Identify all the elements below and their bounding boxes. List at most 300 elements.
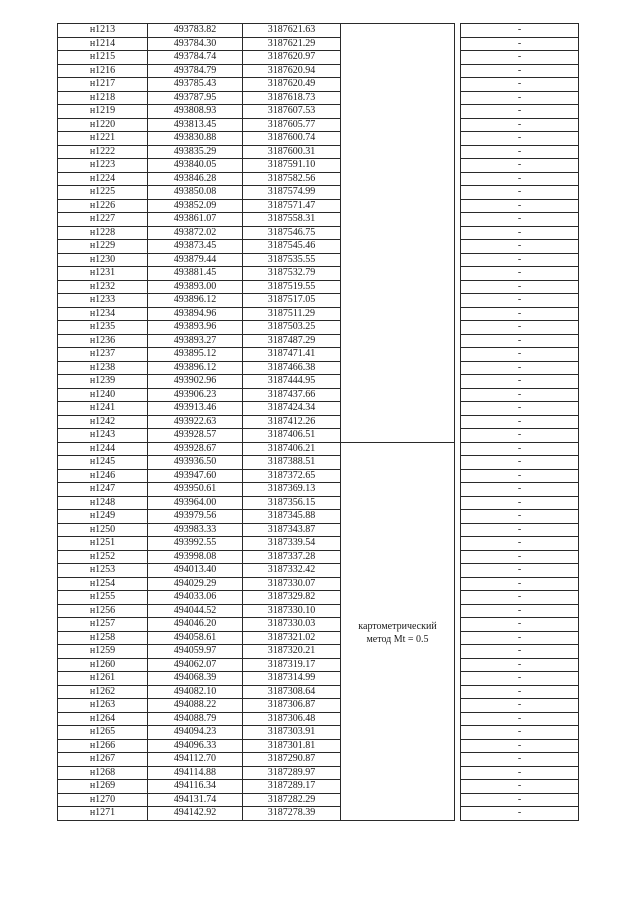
y-coordinate-cell: 3187339.54 [243, 537, 341, 551]
y-coordinate-cell: 3187406.21 [243, 442, 341, 456]
x-coordinate-cell: 493896.12 [148, 361, 243, 375]
x-coordinate-cell: 494058.61 [148, 631, 243, 645]
x-coordinate-cell: 494044.52 [148, 604, 243, 618]
method-cell [341, 442, 455, 456]
table-row [58, 753, 579, 767]
table-row [58, 199, 579, 213]
value-cell: - [461, 24, 579, 38]
value-cell: - [461, 699, 579, 713]
method-cell [341, 199, 455, 213]
table-row [58, 24, 579, 38]
table-row [58, 186, 579, 200]
value-cell: - [461, 280, 579, 294]
y-coordinate-cell: 3187605.77 [243, 118, 341, 132]
point-id-cell: н1243 [58, 429, 148, 443]
table-row [58, 294, 579, 308]
y-coordinate-cell: 3187330.03 [243, 618, 341, 632]
y-coordinate-cell: 3187607.53 [243, 105, 341, 119]
y-coordinate-cell: 3187388.51 [243, 456, 341, 470]
table-row [58, 685, 579, 699]
y-coordinate-cell: 3187332.42 [243, 564, 341, 578]
table-row [58, 645, 579, 659]
point-id-cell: н1258 [58, 631, 148, 645]
y-coordinate-cell: 3187278.39 [243, 807, 341, 821]
method-cell [341, 753, 455, 767]
y-coordinate-cell: 3187591.10 [243, 159, 341, 173]
value-cell: - [461, 159, 579, 173]
value-cell: - [461, 253, 579, 267]
method-cell [341, 429, 455, 443]
point-id-cell: н1257 [58, 618, 148, 632]
table-row [58, 618, 579, 632]
table-row [58, 361, 579, 375]
value-cell: - [461, 442, 579, 456]
x-coordinate-cell: 493785.43 [148, 78, 243, 92]
table-row [58, 348, 579, 362]
method-cell [341, 699, 455, 713]
value-cell: - [461, 37, 579, 51]
table-row [58, 672, 579, 686]
y-coordinate-cell: 3187306.87 [243, 699, 341, 713]
method-cell [341, 604, 455, 618]
y-coordinate-cell: 3187319.17 [243, 658, 341, 672]
table-row [58, 51, 579, 65]
x-coordinate-cell: 494112.70 [148, 753, 243, 767]
method-cell [341, 726, 455, 740]
method-cell [341, 64, 455, 78]
y-coordinate-cell: 3187620.97 [243, 51, 341, 65]
y-coordinate-cell: 3187621.29 [243, 37, 341, 51]
x-coordinate-cell: 493922.63 [148, 415, 243, 429]
point-id-cell: н1231 [58, 267, 148, 281]
point-id-cell: н1262 [58, 685, 148, 699]
point-id-cell: н1264 [58, 712, 148, 726]
method-cell [341, 645, 455, 659]
method-label-line2: метод Mt = 0.5 [366, 634, 429, 645]
value-cell: - [461, 199, 579, 213]
y-coordinate-cell: 3187519.55 [243, 280, 341, 294]
value-cell: - [461, 793, 579, 807]
y-coordinate-cell: 3187621.63 [243, 24, 341, 38]
x-coordinate-cell: 493861.07 [148, 213, 243, 227]
point-id-cell: н1230 [58, 253, 148, 267]
point-id-cell: н1261 [58, 672, 148, 686]
x-coordinate-cell: 494088.22 [148, 699, 243, 713]
method-cell [341, 672, 455, 686]
value-cell: - [461, 51, 579, 65]
method-cell [341, 793, 455, 807]
table-row [58, 469, 579, 483]
x-coordinate-cell: 493893.27 [148, 334, 243, 348]
x-coordinate-cell: 493784.79 [148, 64, 243, 78]
method-cell [341, 37, 455, 51]
value-cell: - [461, 550, 579, 564]
x-coordinate-cell: 494013.40 [148, 564, 243, 578]
x-coordinate-cell: 494059.97 [148, 645, 243, 659]
x-coordinate-cell: 494082.10 [148, 685, 243, 699]
y-coordinate-cell: 3187571.47 [243, 199, 341, 213]
y-coordinate-cell: 3187517.05 [243, 294, 341, 308]
value-cell: - [461, 321, 579, 335]
table-row [58, 253, 579, 267]
table-row [58, 456, 579, 470]
table-row [58, 307, 579, 321]
point-id-cell: н1244 [58, 442, 148, 456]
y-coordinate-cell: 3187372.65 [243, 469, 341, 483]
y-coordinate-cell: 3187306.48 [243, 712, 341, 726]
table-row [58, 496, 579, 510]
y-coordinate-cell: 3187345.88 [243, 510, 341, 524]
table-row [58, 739, 579, 753]
y-coordinate-cell: 3187303.91 [243, 726, 341, 740]
point-id-cell: н1263 [58, 699, 148, 713]
x-coordinate-cell: 493979.56 [148, 510, 243, 524]
value-cell: - [461, 375, 579, 389]
x-coordinate-cell: 494142.92 [148, 807, 243, 821]
y-coordinate-cell: 3187289.17 [243, 780, 341, 794]
value-cell: - [461, 726, 579, 740]
x-coordinate-cell: 493928.67 [148, 442, 243, 456]
y-coordinate-cell: 3187337.28 [243, 550, 341, 564]
x-coordinate-cell: 494096.33 [148, 739, 243, 753]
value-cell: - [461, 483, 579, 497]
y-coordinate-cell: 3187582.56 [243, 172, 341, 186]
method-cell [341, 334, 455, 348]
value-cell: - [461, 753, 579, 767]
method-cell [341, 159, 455, 173]
table-row [58, 415, 579, 429]
x-coordinate-cell: 493893.96 [148, 321, 243, 335]
point-id-cell: н1256 [58, 604, 148, 618]
method-cell [341, 402, 455, 416]
value-cell: - [461, 766, 579, 780]
y-coordinate-cell: 3187503.25 [243, 321, 341, 335]
point-id-cell: н1240 [58, 388, 148, 402]
value-cell: - [461, 132, 579, 146]
table-row [58, 226, 579, 240]
x-coordinate-cell: 493902.96 [148, 375, 243, 389]
point-id-cell: н1239 [58, 375, 148, 389]
method-cell [341, 388, 455, 402]
y-coordinate-cell: 3187618.73 [243, 91, 341, 105]
method-cell [341, 280, 455, 294]
point-id-cell: н1254 [58, 577, 148, 591]
method-cell [341, 226, 455, 240]
point-id-cell: н1215 [58, 51, 148, 65]
method-cell [341, 294, 455, 308]
x-coordinate-cell: 494062.07 [148, 658, 243, 672]
y-coordinate-cell: 3187437.66 [243, 388, 341, 402]
method-cell [341, 307, 455, 321]
table-row [58, 807, 579, 821]
point-id-cell: н1223 [58, 159, 148, 173]
table-row [58, 402, 579, 416]
x-coordinate-cell: 493835.29 [148, 145, 243, 159]
x-coordinate-cell: 493936.50 [148, 456, 243, 470]
y-coordinate-cell: 3187330.07 [243, 577, 341, 591]
x-coordinate-cell: 494114.88 [148, 766, 243, 780]
y-coordinate-cell: 3187308.64 [243, 685, 341, 699]
value-cell: - [461, 510, 579, 524]
method-cell [341, 186, 455, 200]
point-id-cell: н1236 [58, 334, 148, 348]
x-coordinate-cell: 493928.57 [148, 429, 243, 443]
point-id-cell: н1245 [58, 456, 148, 470]
point-id-cell: н1259 [58, 645, 148, 659]
x-coordinate-cell: 493992.55 [148, 537, 243, 551]
method-cell [341, 213, 455, 227]
x-coordinate-cell: 493983.33 [148, 523, 243, 537]
value-cell: - [461, 537, 579, 551]
value-cell: - [461, 388, 579, 402]
table-row [58, 240, 579, 254]
y-coordinate-cell: 3187471.41 [243, 348, 341, 362]
y-coordinate-cell: 3187356.15 [243, 496, 341, 510]
value-cell: - [461, 739, 579, 753]
point-id-cell: н1233 [58, 294, 148, 308]
x-coordinate-cell: 493893.00 [148, 280, 243, 294]
method-cell [341, 240, 455, 254]
y-coordinate-cell: 3187320.21 [243, 645, 341, 659]
x-coordinate-cell: 493872.02 [148, 226, 243, 240]
value-cell: - [461, 780, 579, 794]
x-coordinate-cell: 493998.08 [148, 550, 243, 564]
table-row [58, 604, 579, 618]
y-coordinate-cell: 3187406.51 [243, 429, 341, 443]
table-row [58, 429, 579, 443]
y-coordinate-cell: 3187546.75 [243, 226, 341, 240]
method-cell [341, 253, 455, 267]
x-coordinate-cell: 494094.23 [148, 726, 243, 740]
y-coordinate-cell: 3187532.79 [243, 267, 341, 281]
y-coordinate-cell: 3187545.46 [243, 240, 341, 254]
method-cell [341, 132, 455, 146]
value-cell: - [461, 564, 579, 578]
point-id-cell: н1238 [58, 361, 148, 375]
y-coordinate-cell: 3187330.10 [243, 604, 341, 618]
x-coordinate-cell: 493873.45 [148, 240, 243, 254]
table-row [58, 483, 579, 497]
point-id-cell: н1220 [58, 118, 148, 132]
value-cell: - [461, 186, 579, 200]
method-cell [341, 550, 455, 564]
y-coordinate-cell: 3187600.31 [243, 145, 341, 159]
x-coordinate-cell: 493879.44 [148, 253, 243, 267]
method-cell [341, 537, 455, 551]
table-row [58, 172, 579, 186]
x-coordinate-cell: 494033.06 [148, 591, 243, 605]
table-row [58, 631, 579, 645]
table-row [58, 132, 579, 146]
table-row [58, 78, 579, 92]
y-coordinate-cell: 3187282.29 [243, 793, 341, 807]
point-id-cell: н1266 [58, 739, 148, 753]
y-coordinate-cell: 3187321.02 [243, 631, 341, 645]
method-cell [341, 766, 455, 780]
y-coordinate-cell: 3187329.82 [243, 591, 341, 605]
method-cell [341, 321, 455, 335]
x-coordinate-cell: 494046.20 [148, 618, 243, 632]
x-coordinate-cell: 493783.82 [148, 24, 243, 38]
x-coordinate-cell: 493896.12 [148, 294, 243, 308]
y-coordinate-cell: 3187511.29 [243, 307, 341, 321]
method-cell [341, 483, 455, 497]
method-cell [341, 780, 455, 794]
method-cell [341, 523, 455, 537]
value-cell: - [461, 91, 579, 105]
value-cell: - [461, 658, 579, 672]
x-coordinate-cell: 493784.30 [148, 37, 243, 51]
point-id-cell: н1217 [58, 78, 148, 92]
point-id-cell: н1229 [58, 240, 148, 254]
table-row [58, 64, 579, 78]
table-row [58, 591, 579, 605]
x-coordinate-cell: 493850.08 [148, 186, 243, 200]
table-row [58, 766, 579, 780]
point-id-cell: н1227 [58, 213, 148, 227]
y-coordinate-cell: 3187301.81 [243, 739, 341, 753]
value-cell: - [461, 334, 579, 348]
table-row [58, 159, 579, 173]
value-cell: - [461, 145, 579, 159]
x-coordinate-cell: 494029.29 [148, 577, 243, 591]
x-coordinate-cell: 493846.28 [148, 172, 243, 186]
table-row [58, 213, 579, 227]
method-cell [341, 456, 455, 470]
method-cell [341, 118, 455, 132]
y-coordinate-cell: 3187314.99 [243, 672, 341, 686]
table-row [58, 321, 579, 335]
table-row [58, 537, 579, 551]
value-cell: - [461, 456, 579, 470]
table-row [58, 118, 579, 132]
x-coordinate-cell: 493784.74 [148, 51, 243, 65]
x-coordinate-cell: 493808.93 [148, 105, 243, 119]
value-cell: - [461, 294, 579, 308]
method-cell [341, 591, 455, 605]
x-coordinate-cell: 493964.00 [148, 496, 243, 510]
method-cell [341, 91, 455, 105]
point-id-cell: н1235 [58, 321, 148, 335]
value-cell: - [461, 361, 579, 375]
method-cell [341, 658, 455, 672]
point-id-cell: н1265 [58, 726, 148, 740]
point-id-cell: н1260 [58, 658, 148, 672]
point-id-cell: н1214 [58, 37, 148, 51]
value-cell: - [461, 348, 579, 362]
table-row [58, 145, 579, 159]
method-cell [341, 685, 455, 699]
method-cell [341, 172, 455, 186]
value-cell: - [461, 240, 579, 254]
point-id-cell: н1248 [58, 496, 148, 510]
method-cell [341, 375, 455, 389]
point-id-cell: н1253 [58, 564, 148, 578]
x-coordinate-cell: 493906.23 [148, 388, 243, 402]
value-cell: - [461, 78, 579, 92]
method-cell [341, 712, 455, 726]
x-coordinate-cell: 493813.45 [148, 118, 243, 132]
point-id-cell: н1270 [58, 793, 148, 807]
y-coordinate-cell: 3187369.13 [243, 483, 341, 497]
value-cell: - [461, 267, 579, 281]
point-id-cell: н1246 [58, 469, 148, 483]
method-cell [341, 577, 455, 591]
table-row [58, 793, 579, 807]
method-cell [341, 807, 455, 821]
method-cell [341, 510, 455, 524]
point-id-cell: н1234 [58, 307, 148, 321]
method-cell [341, 361, 455, 375]
point-id-cell: н1242 [58, 415, 148, 429]
value-cell: - [461, 307, 579, 321]
value-cell: - [461, 685, 579, 699]
method-cell [341, 145, 455, 159]
value-cell: - [461, 604, 579, 618]
x-coordinate-cell: 493881.45 [148, 267, 243, 281]
y-coordinate-cell: 3187574.99 [243, 186, 341, 200]
method-cell [341, 415, 455, 429]
table-row [58, 334, 579, 348]
method-cell [341, 618, 455, 632]
x-coordinate-cell: 494068.39 [148, 672, 243, 686]
point-id-cell: н1221 [58, 132, 148, 146]
value-cell: - [461, 172, 579, 186]
y-coordinate-cell: 3187289.97 [243, 766, 341, 780]
y-coordinate-cell: 3187620.94 [243, 64, 341, 78]
point-id-cell: н1247 [58, 483, 148, 497]
table-row [58, 577, 579, 591]
y-coordinate-cell: 3187424.34 [243, 402, 341, 416]
value-cell: - [461, 591, 579, 605]
table-row [58, 91, 579, 105]
point-id-cell: н1232 [58, 280, 148, 294]
point-id-cell: н1271 [58, 807, 148, 821]
point-id-cell: н1251 [58, 537, 148, 551]
y-coordinate-cell: 3187343.87 [243, 523, 341, 537]
value-cell: - [461, 415, 579, 429]
table-row [58, 280, 579, 294]
point-id-cell: н1249 [58, 510, 148, 524]
table-row [58, 564, 579, 578]
point-id-cell: н1219 [58, 105, 148, 119]
table-row [58, 105, 579, 119]
value-cell: - [461, 429, 579, 443]
table-row [58, 510, 579, 524]
coordinates-table-body [58, 24, 579, 821]
value-cell: - [461, 496, 579, 510]
table-row [58, 726, 579, 740]
y-coordinate-cell: 3187620.49 [243, 78, 341, 92]
x-coordinate-cell: 493840.05 [148, 159, 243, 173]
value-cell: - [461, 105, 579, 119]
value-cell: - [461, 469, 579, 483]
value-cell: - [461, 226, 579, 240]
x-coordinate-cell: 493852.09 [148, 199, 243, 213]
method-cell [341, 631, 455, 645]
method-cell [341, 24, 455, 38]
table-row [58, 523, 579, 537]
value-cell: - [461, 672, 579, 686]
table-row [58, 699, 579, 713]
point-id-cell: н1213 [58, 24, 148, 38]
point-id-cell: н1237 [58, 348, 148, 362]
value-cell: - [461, 577, 579, 591]
x-coordinate-cell: 493947.60 [148, 469, 243, 483]
x-coordinate-cell: 494088.79 [148, 712, 243, 726]
x-coordinate-cell: 493895.12 [148, 348, 243, 362]
table-row [58, 267, 579, 281]
